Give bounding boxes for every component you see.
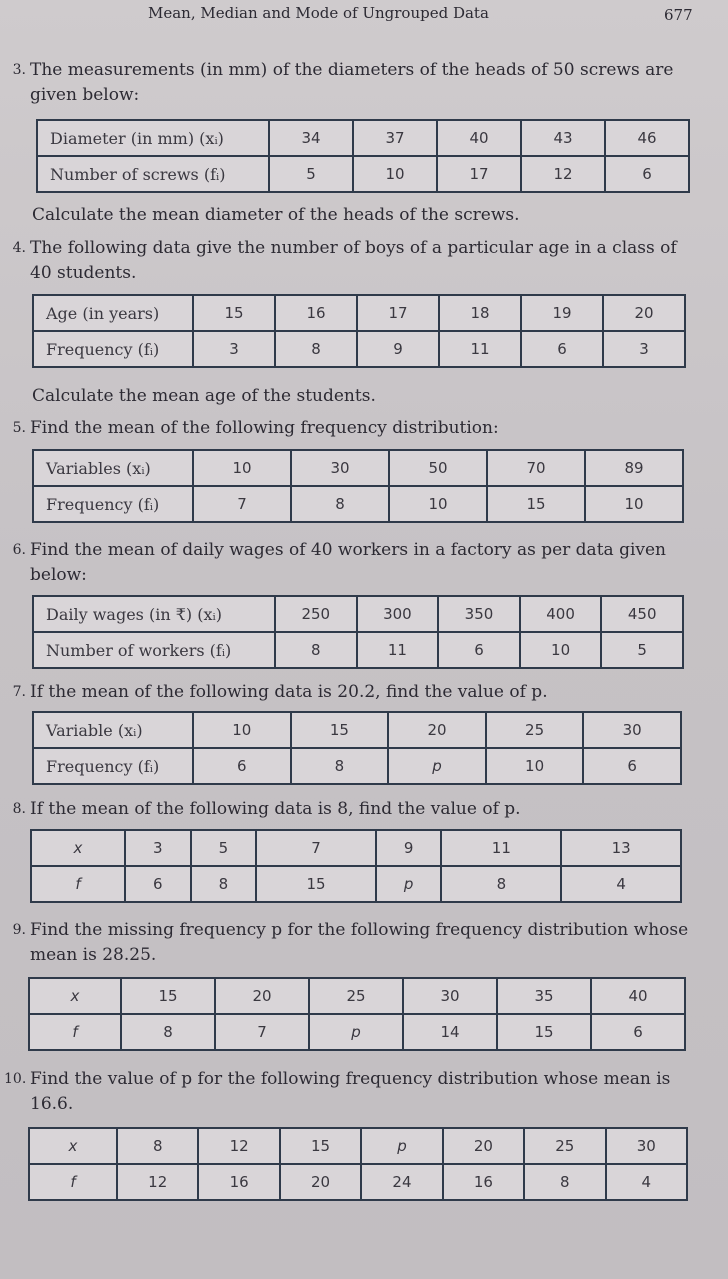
- table-cell: 3: [125, 830, 191, 866]
- table-cell: 12: [117, 1164, 198, 1200]
- question-text: Find the value of p for the following frequency distribution whose mean is 16.6.: [30, 1069, 671, 1114]
- table-row: [33, 596, 683, 632]
- table-cell: p: [376, 866, 442, 902]
- table-cell: 35: [497, 978, 591, 1014]
- table-cell: 16: [443, 1164, 524, 1200]
- question-8: [12, 797, 692, 822]
- table-cell: 8: [191, 866, 257, 902]
- table-row: [37, 120, 689, 156]
- question-text: The following data give the number of boys of a particular age in a class of 40 students.: [30, 238, 677, 283]
- table-cell: 16: [275, 295, 357, 331]
- table-cell: 14: [403, 1014, 497, 1050]
- table-cell: 15: [121, 978, 215, 1014]
- question-4: [12, 236, 692, 286]
- table-cell: 10: [585, 486, 683, 522]
- question-5: [12, 416, 692, 441]
- table-row: [33, 632, 683, 668]
- frequency-table-q9: [28, 977, 686, 1051]
- table-cell: p: [388, 748, 486, 784]
- table-row: [33, 486, 683, 522]
- table-row: [31, 866, 681, 902]
- table-cell: 10: [520, 632, 602, 668]
- table-cell: f: [31, 866, 125, 902]
- table-cell: 40: [591, 978, 685, 1014]
- table-cell: 46: [605, 120, 689, 156]
- table-cell: 8: [117, 1128, 198, 1164]
- question-text: If the mean of the following data is 20.2, find the value of p.: [30, 682, 548, 702]
- question-number: 9.: [12, 922, 26, 938]
- page-number: 677: [664, 6, 693, 24]
- table-cell: 6: [193, 748, 291, 784]
- table-cell: f: [29, 1164, 117, 1200]
- table-cell: 11: [357, 632, 439, 668]
- table-cell: 12: [198, 1128, 279, 1164]
- table-cell: 24: [361, 1164, 442, 1200]
- table-cell: 5: [601, 632, 683, 668]
- table-cell: 50: [389, 450, 487, 486]
- table-cell: 89: [585, 450, 683, 486]
- table-cell: 34: [269, 120, 353, 156]
- table-cell: x: [29, 1128, 117, 1164]
- table-cell: Frequency (fᵢ): [33, 748, 193, 784]
- table-cell: 16: [198, 1164, 279, 1200]
- table-cell: 10: [193, 450, 291, 486]
- table-cell: 8: [524, 1164, 605, 1200]
- table-cell: 10: [353, 156, 437, 192]
- table-cell: Age (in years): [33, 295, 193, 331]
- table-cell: 3: [603, 331, 685, 367]
- table-cell: 8: [275, 331, 357, 367]
- frequency-table-q6: [32, 595, 684, 669]
- table-cell: Variable (xᵢ): [33, 712, 193, 748]
- question-text: Find the mean of daily wages of 40 workers in a factory as per data given below:: [30, 540, 666, 585]
- question-6: [12, 538, 692, 588]
- frequency-table-q10: [28, 1127, 688, 1201]
- table-cell: 10: [193, 712, 291, 748]
- table-cell: Number of workers (fᵢ): [33, 632, 275, 668]
- table-cell: 15: [280, 1128, 361, 1164]
- table-cell: 300: [357, 596, 439, 632]
- table-cell: p: [309, 1014, 403, 1050]
- table-cell: 7: [256, 830, 376, 866]
- question-number: 7.: [12, 684, 26, 700]
- table-cell: 13: [561, 830, 681, 866]
- table-cell: 7: [215, 1014, 309, 1050]
- table-cell: 11: [439, 331, 521, 367]
- table-cell: 250: [275, 596, 357, 632]
- question-9: [12, 918, 692, 968]
- table-cell: 6: [521, 331, 603, 367]
- table-cell: 17: [357, 295, 439, 331]
- table-cell: 43: [521, 120, 605, 156]
- table-cell: 11: [441, 830, 561, 866]
- frequency-table-q3: [36, 119, 690, 193]
- table-cell: f: [29, 1014, 121, 1050]
- question-number: 6.: [12, 542, 26, 558]
- question-7: [12, 680, 692, 705]
- table-cell: 25: [486, 712, 584, 748]
- table-cell: 15: [291, 712, 389, 748]
- table-cell: Diameter (in mm) (xᵢ): [37, 120, 269, 156]
- table-cell: Frequency (fᵢ): [33, 331, 193, 367]
- table-cell: 40: [437, 120, 521, 156]
- table-cell: 350: [438, 596, 520, 632]
- table-cell: 37: [353, 120, 437, 156]
- question-text: Find the missing frequency p for the following frequency distribution whose mean is 28.25.: [30, 920, 689, 965]
- table-cell: 8: [441, 866, 561, 902]
- question-instruction: Calculate the mean age of the students.: [32, 386, 376, 406]
- table-row: [33, 331, 685, 367]
- frequency-table-q7: [32, 711, 682, 785]
- table-cell: 20: [215, 978, 309, 1014]
- table-cell: 8: [121, 1014, 215, 1050]
- table-cell: 8: [275, 632, 357, 668]
- table-cell: 6: [125, 866, 191, 902]
- question-text: Find the mean of the following frequency distribution:: [30, 418, 499, 438]
- table-row: [33, 712, 681, 748]
- table-cell: 20: [603, 295, 685, 331]
- table-row: [29, 1014, 685, 1050]
- table-row: [29, 1164, 687, 1200]
- table-cell: 450: [601, 596, 683, 632]
- table-row: [33, 450, 683, 486]
- question-number: 4.: [12, 240, 26, 256]
- question-number: 5.: [12, 420, 26, 436]
- table-cell: 6: [438, 632, 520, 668]
- frequency-table-q4: [32, 294, 686, 368]
- table-cell: 70: [487, 450, 585, 486]
- table-cell: 9: [376, 830, 442, 866]
- table-cell: x: [29, 978, 121, 1014]
- table-cell: 4: [561, 866, 681, 902]
- table-row: [29, 1128, 687, 1164]
- table-cell: 6: [591, 1014, 685, 1050]
- question-instruction: Calculate the mean diameter of the heads of the screws.: [32, 205, 520, 225]
- frequency-table-q8: [30, 829, 682, 903]
- table-cell: Variables (xᵢ): [33, 450, 193, 486]
- table-cell: 17: [437, 156, 521, 192]
- question-text: The measurements (in mm) of the diameters of the heads of 50 screws are given below:: [30, 60, 674, 105]
- question-number: 10.: [4, 1071, 27, 1087]
- table-cell: 8: [291, 486, 389, 522]
- table-cell: 4: [606, 1164, 687, 1200]
- table-cell: 8: [291, 748, 389, 784]
- table-cell: Frequency (fᵢ): [33, 486, 193, 522]
- table-cell: Daily wages (in ₹) (xᵢ): [33, 596, 275, 632]
- table-row: [33, 295, 685, 331]
- question-3: [12, 58, 692, 108]
- table-cell: 15: [193, 295, 275, 331]
- table-cell: 6: [605, 156, 689, 192]
- question-text: If the mean of the following data is 8, find the value of p.: [30, 799, 521, 819]
- table-cell: 12: [521, 156, 605, 192]
- table-cell: 3: [193, 331, 275, 367]
- table-cell: 15: [497, 1014, 591, 1050]
- table-cell: 30: [291, 450, 389, 486]
- table-cell: 6: [583, 748, 681, 784]
- table-cell: 18: [439, 295, 521, 331]
- table-cell: 5: [269, 156, 353, 192]
- table-cell: 30: [403, 978, 497, 1014]
- table-row: [33, 748, 681, 784]
- frequency-table-q5: [32, 449, 684, 523]
- table-cell: 9: [357, 331, 439, 367]
- table-cell: 10: [389, 486, 487, 522]
- table-cell: 15: [256, 866, 376, 902]
- page-title: Mean, Median and Mode of Ungrouped Data: [148, 4, 489, 22]
- table-cell: x: [31, 830, 125, 866]
- table-row: [37, 156, 689, 192]
- table-cell: 25: [524, 1128, 605, 1164]
- table-cell: 30: [583, 712, 681, 748]
- table-row: [29, 978, 685, 1014]
- table-cell: 25: [309, 978, 403, 1014]
- table-cell: 20: [388, 712, 486, 748]
- question-10: [4, 1067, 692, 1117]
- table-cell: 20: [280, 1164, 361, 1200]
- table-cell: p: [361, 1128, 442, 1164]
- table-cell: 5: [191, 830, 257, 866]
- table-cell: 19: [521, 295, 603, 331]
- table-cell: 15: [487, 486, 585, 522]
- table-row: [31, 830, 681, 866]
- question-number: 3.: [12, 62, 26, 78]
- table-cell: 400: [520, 596, 602, 632]
- page-header: [0, 0, 728, 30]
- table-cell: Number of screws (fᵢ): [37, 156, 269, 192]
- table-cell: 20: [443, 1128, 524, 1164]
- question-number: 8.: [12, 801, 26, 817]
- table-cell: 30: [606, 1128, 687, 1164]
- table-cell: 7: [193, 486, 291, 522]
- table-cell: 10: [486, 748, 584, 784]
